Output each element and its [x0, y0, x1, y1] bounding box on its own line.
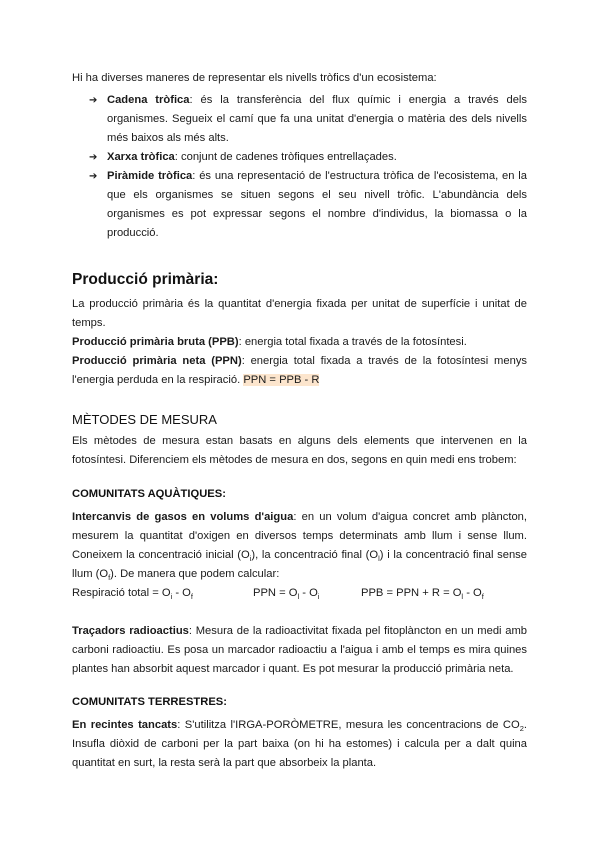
ppn-text: : energia total fixada a través de la fotosíntesi menys l'energia perduda en la respiració. — [72, 355, 528, 386]
equation-ppn: PPN = $O_l - O_i$ — [253, 587, 320, 602]
list-item-term: Xarxa tròfica — [107, 151, 175, 163]
arrow-bullet-icon: ➔ — [89, 152, 98, 163]
list-item — [72, 167, 527, 243]
terrestrial-communities-heading: COMUNITATS TERRESTRES: — [72, 696, 227, 708]
list-item-text: : és una representació de l'estructura tròfica de l'ecosistema, en la que els organismes se situen segons el seu nivell tròfic. L'abundància dels organismes es pot expressar segons el nombre d'individus, la biomassa o la producció. — [107, 170, 527, 239]
measurement-methods-intro: Els mètodes de mesura estan basats en alguns dels elements que intervenen en la fotosíntesi. Diferenciem els mètodes de mesura en dos, segons en quin medi ens trobem: — [72, 435, 527, 466]
ppb-term: Producció primària bruta (PPB) — [72, 336, 239, 348]
gas-exchange-text: : en un volum d'aigua concret amb plàncton, mesurem la quantitat d'oxigen en diversos temps determinats amb llum i sense llum. Coneixem la concentració inicial (O — [72, 511, 527, 561]
subscript: i — [249, 554, 252, 564]
list-item-term: Cadena tròfica — [107, 94, 190, 106]
enclosures-term: En recintes tancats — [72, 719, 178, 731]
enclosures-text: : S'utilitza l'IRGA-PORÒMETRE, mesura les concentracions de CO — [177, 719, 520, 731]
subscript: f — [108, 573, 111, 583]
primary-production-definition: La producció primària és la quantitat d'energia fixada per unitat de superfície i unitat de temps. — [72, 298, 527, 329]
ppn-paragraph — [72, 352, 527, 390]
gas-exchange-text: ). De manera que podem calcular: — [110, 568, 280, 580]
subscript: 2 — [519, 724, 524, 734]
list-item-text: : és la transferència del flux químic i energia a través dels organismes. Segueix el camí que fa una unitat d'energia o matèria des dels nivells més baixos als més alts. — [107, 94, 527, 144]
enclosures-text: . Insufla diòxid de carboni per la part baixa (on hi ha estomes) i calcula per a dalt quina quantitat en surt, la resta serà la part que absorbeix la planta. — [72, 719, 527, 769]
arrow-bullet-icon: ➔ — [89, 95, 98, 106]
intro-text: Hi ha diverses maneres de representar els nivells tròfics d'un ecosistema: — [72, 72, 437, 84]
list-item-term: Piràmide tròfica — [107, 170, 193, 182]
enclosures-paragraph — [72, 716, 527, 773]
trophic-levels-list — [72, 91, 527, 243]
gas-exchange-paragraph — [72, 508, 527, 584]
ppb-paragraph — [72, 333, 527, 352]
list-item-text: : conjunt de cadenes tròfiques entrellaçades. — [174, 151, 397, 163]
section-title-measurement-methods: MÈTODES DE MESURA — [72, 412, 217, 427]
subscript: l — [378, 554, 380, 564]
equation-ppb: PPB = PPN + $R = O_l - O_f$ — [361, 587, 484, 602]
radioactive-tracers-paragraph — [72, 622, 527, 679]
list-item — [72, 91, 527, 148]
aquatic-communities-heading: COMUNITATS AQUÀTIQUES: — [72, 488, 226, 500]
gas-exchange-term: Intercanvis de gasos en volums d'aigua — [72, 511, 294, 523]
ppb-text: : energia total fixada a través de la fotosíntesi. — [238, 336, 467, 348]
equation-total-respiration: Respiració total = $O_i - O_f$ — [72, 587, 193, 602]
ppn-formula-highlight: PPN = PPB - R — [243, 374, 320, 386]
gas-exchange-text: ) i la concentració final sense llum (O — [72, 549, 527, 580]
arrow-bullet-icon: ➔ — [89, 171, 98, 182]
ppn-term: Producció primària neta (PPN) — [72, 355, 242, 367]
radioactive-tracers-term: Traçadors radioactius — [72, 625, 189, 637]
radioactive-tracers-text: : Mesura de la radioactivitat fixada pel fitoplàncton en un medi amb carboni radioactiu. Es posa un marcador radioactiu a l'aigua i amb el temps es mira quines plantes han absorbit aquest marcador i quant. Es pot mesurar la producció primària neta. — [72, 625, 527, 675]
list-item — [72, 148, 527, 167]
section-title-primary-production: Producció primària: — [72, 271, 219, 288]
gas-exchange-text: ), la concentració final (O — [251, 549, 379, 561]
